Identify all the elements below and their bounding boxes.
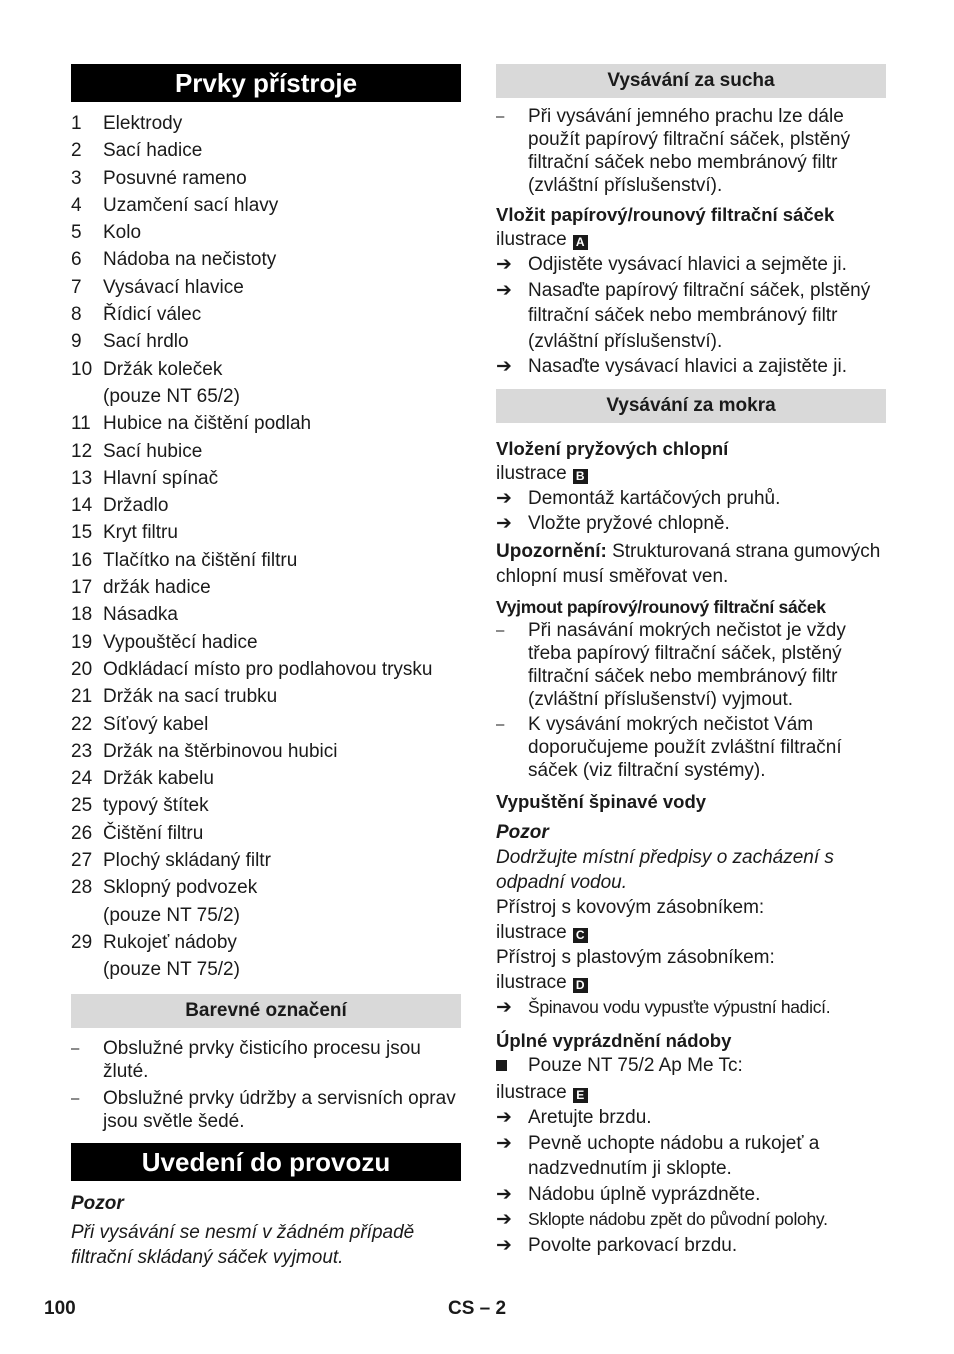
part-number: 19 <box>71 631 93 653</box>
illustration-ref: ilustrace D <box>496 970 886 995</box>
part-item <box>71 547 461 574</box>
part-item <box>71 711 461 738</box>
part-label: Držák na sací trubku <box>103 686 278 708</box>
arrow-right-icon: ➔ <box>496 1132 512 1154</box>
part-item <box>71 137 461 164</box>
caution-text: Při vysávání se nesmí v žádném případě filtrační skládaný sáček vyjmout. <box>71 1221 415 1268</box>
part-item <box>71 683 461 710</box>
color-coding-list <box>71 1037 461 1133</box>
part-label: Elektrody <box>103 113 183 134</box>
list-item: – Obslužné prvky údržby a servisních oprav jsou světle šedé. <box>71 1087 456 1132</box>
part-item <box>71 956 461 983</box>
part-item <box>71 492 461 519</box>
part-number <box>71 383 103 410</box>
figure-e-icon: E <box>573 1088 588 1103</box>
list-item: – Při nasávání mokrých nečistot je vždy třeba papírový filtrační sáček, plstěný filtrační sáček nebo membránový filtr (zvláštní příslušenství) vyjmout. <box>496 619 846 710</box>
part-label: Držák na štěrbinovou hubici <box>103 740 338 762</box>
list-item: – Obslužné prvky čisticího procesu jsou žluté. <box>71 1037 421 1082</box>
part-label: Čištění filtru <box>103 822 204 844</box>
part-number: 18 <box>71 604 93 626</box>
part-number: 17 <box>71 577 93 599</box>
part-item <box>71 246 461 273</box>
part-number: 10 <box>71 358 93 380</box>
part-label: (pouze NT 65/2) <box>103 385 240 407</box>
part-label: držák hadice <box>103 577 211 599</box>
part-number: 20 <box>71 658 93 680</box>
arrow-right-icon: ➔ <box>496 1107 512 1128</box>
part-item <box>71 656 461 683</box>
illustration-ref: ilustrace E <box>496 1080 886 1105</box>
part-item <box>71 328 461 355</box>
part-number: 15 <box>71 522 93 544</box>
part-label: Násadka <box>103 604 178 626</box>
language-page-label: CS – 2 <box>448 1298 507 1319</box>
page-number: 100 <box>44 1298 76 1319</box>
part-number <box>71 956 103 983</box>
caution-label: Pozor <box>71 1192 124 1214</box>
list-item: ➔ Vložte pryžové chlopně. <box>496 511 886 537</box>
list-item: ➔ Sklopte nádobu zpět do původní polohy. <box>496 1207 886 1233</box>
caution-text: Dodržujte místní předpisy o zacházení s odpadní vodou. <box>496 846 834 893</box>
list-item: ➔ Demontáž kartáčových pruhů. <box>496 486 886 512</box>
remove-items-list <box>496 619 886 782</box>
part-label: Rukojeť nádoby <box>103 931 237 953</box>
heading-empty-container: Úplné vyprázdnění nádoby <box>496 1030 732 1051</box>
part-label: Uzamčení sací hlavy <box>103 194 279 216</box>
part-label: Držadlo <box>103 495 169 517</box>
part-label: Odkládací místo pro podlahovou trysku <box>103 658 433 680</box>
arrow-right-icon: ➔ <box>496 254 512 275</box>
part-number: 22 <box>71 713 93 735</box>
part-item <box>71 847 461 874</box>
part-number: 1 <box>71 113 82 134</box>
square-bullet-icon <box>496 1053 528 1078</box>
arrow-right-icon: ➔ <box>496 487 512 509</box>
illustration-ref: ilustrace B <box>496 461 886 486</box>
arrow-right-icon: ➔ <box>496 996 512 1018</box>
arrow-right-icon: ➔ <box>496 356 512 377</box>
section-title-start-up: Uvedení do provozu <box>71 1143 461 1181</box>
part-label: (pouze NT 75/2) <box>103 959 240 981</box>
part-item <box>71 301 461 328</box>
part-number: 21 <box>71 686 93 708</box>
note-text: Strukturovaná strana gumových chlopní musí směřovat ven. <box>496 540 881 587</box>
heading-insert-filter-bag: Vložit papírový/rounový filtrační sáček <box>496 204 835 225</box>
arrow-right-icon: ➔ <box>496 1234 512 1256</box>
rubber-steps-list <box>496 486 886 537</box>
list-item: ➔ Pevně uchopte nádobu a rukojeť a nadzvednutím ji sklopte. <box>496 1131 886 1182</box>
part-item <box>71 356 461 383</box>
part-label: Tlačítko na čištění filtru <box>103 549 298 571</box>
part-number: 5 <box>71 222 82 244</box>
part-number: 23 <box>71 740 93 762</box>
part-label: Plochý skládaný filtr <box>103 850 271 872</box>
part-number: 2 <box>71 140 82 162</box>
dash-bullet: – <box>496 621 505 639</box>
part-item <box>71 820 461 847</box>
plastic-container-text: Přístroj s plastovým zásobníkem: <box>496 946 775 968</box>
part-item <box>71 465 461 492</box>
illustration-ref: ilustrace C <box>496 920 886 945</box>
part-item <box>71 410 461 437</box>
list-item: ➔ Nádobu úplně vyprázdněte. <box>496 1182 886 1208</box>
arrow-right-icon: ➔ <box>496 1209 512 1230</box>
part-number: 7 <box>71 276 82 298</box>
metal-container-text: Přístroj s kovovým zásobníkem: <box>496 896 765 918</box>
part-number: 6 <box>71 249 82 271</box>
figure-b-icon: B <box>573 469 588 484</box>
part-label: Držák koleček <box>103 358 223 380</box>
part-label: Posuvné rameno <box>103 167 247 189</box>
part-number: 14 <box>71 495 93 517</box>
heading-drain-dirty-water: Vypuštění špinavé vody <box>496 790 707 812</box>
part-number: 11 <box>71 413 91 435</box>
part-item <box>71 601 461 628</box>
part-number: 12 <box>71 440 93 462</box>
figure-a-icon: A <box>573 235 588 250</box>
part-label: Sklopný podvozek <box>103 877 258 899</box>
part-item <box>71 902 461 929</box>
part-label: Sací hadice <box>103 140 203 162</box>
part-item <box>71 192 461 219</box>
part-item <box>71 874 461 901</box>
part-item <box>71 165 461 192</box>
part-label: Sací hrdlo <box>103 331 189 353</box>
parts-list <box>71 110 461 984</box>
dash-bullet: – <box>496 715 505 733</box>
part-number: 8 <box>71 304 82 326</box>
note-paragraph <box>496 539 886 589</box>
list-item: ➔ Aretujte brzdu. <box>496 1105 886 1131</box>
list-item: Pouze NT 75/2 Ap Me Tc: <box>496 1053 886 1078</box>
part-item <box>71 519 461 546</box>
part-label: Kolo <box>103 222 142 244</box>
arrow-right-icon: ➔ <box>496 1183 512 1205</box>
part-item <box>71 438 461 465</box>
caution-label: Pozor <box>496 821 549 843</box>
heading-remove-filter-bag: Vyjmout papírový/rounový filtrační sáček <box>496 596 826 617</box>
part-label: Sací hubice <box>103 440 203 462</box>
part-number: 3 <box>71 167 82 189</box>
part-number: 29 <box>71 931 93 953</box>
part-item <box>71 110 461 137</box>
part-item <box>71 383 461 410</box>
part-item <box>71 274 461 301</box>
part-item <box>71 574 461 601</box>
arrow-right-icon: ➔ <box>496 279 512 301</box>
part-label: Síťový kabel <box>103 713 209 735</box>
part-item <box>71 738 461 765</box>
part-label: (pouze NT 75/2) <box>103 904 240 926</box>
part-number: 28 <box>71 877 93 899</box>
part-item <box>71 929 461 956</box>
heading-dry-vacuuming: Vysávání za sucha <box>496 64 886 98</box>
figure-d-icon: D <box>573 978 588 993</box>
part-label: Nádoba na nečistoty <box>103 249 277 271</box>
part-label: Držák kabelu <box>103 768 214 790</box>
right-column <box>496 64 886 1258</box>
part-label: Vypouštěcí hadice <box>103 631 258 653</box>
part-item <box>71 792 461 819</box>
list-item: – Při vysávání jemného prachu lze dále použít papírový filtrační sáček, plstěný filtrační sáček nebo membránový filtr (zvláštní příslušenství). <box>496 106 851 196</box>
part-label: Hubice na čištění podlah <box>103 413 312 435</box>
left-column <box>71 64 461 1270</box>
part-number: 25 <box>71 795 93 817</box>
part-label: Kryt filtru <box>103 522 178 544</box>
part-number: 9 <box>71 331 82 353</box>
part-label: Řídicí válec <box>103 304 202 326</box>
list-item: – K vysávání mokrých nečistot Vám doporučujeme použít zvláštní filtrační sáček (viz filtrační systémy). <box>496 713 842 781</box>
part-label: Vysávací hlavice <box>103 276 244 298</box>
insert-steps-list <box>496 252 886 380</box>
list-item: ➔ Odjistěte vysávací hlavici a sejměte ji. <box>496 252 886 278</box>
part-number: 13 <box>71 467 93 489</box>
part-number: 16 <box>71 549 93 571</box>
part-label: typový štítek <box>103 795 209 817</box>
note-label: Upozornění: <box>496 540 607 562</box>
part-item <box>71 765 461 792</box>
list-item: ➔ Nasaďte papírový filtrační sáček, plstěný filtrační sáček nebo membránový filtr (zvláštní příslušenství). <box>496 278 886 355</box>
heading-color-coding: Barevné označení <box>71 994 461 1028</box>
heading-wet-vacuuming: Vysávání za mokra <box>496 389 886 423</box>
part-number: 27 <box>71 850 93 872</box>
part-label: Hlavní spínač <box>103 467 219 489</box>
list-item: ➔ Špinavou vodu vypusťte výpustní hadicí. <box>496 995 886 1021</box>
list-item: ➔ Povolte parkovací brzdu. <box>496 1233 886 1259</box>
part-number: 4 <box>71 194 82 216</box>
list-item: ➔ Nasaďte vysávací hlavici a zajistěte ji. <box>496 354 886 380</box>
illustration-ref: ilustrace A <box>496 227 886 252</box>
figure-c-icon: C <box>573 928 588 943</box>
arrow-right-icon: ➔ <box>496 513 512 534</box>
part-number <box>71 902 103 929</box>
part-item <box>71 629 461 656</box>
part-item <box>71 219 461 246</box>
part-number: 26 <box>71 822 93 844</box>
section-title-device-elements: Prvky přístroje <box>71 64 461 102</box>
heading-insert-rubber-flaps: Vložení pryžových chlopní <box>496 437 729 459</box>
part-number: 24 <box>71 768 93 790</box>
empty-steps-list <box>496 1105 886 1258</box>
